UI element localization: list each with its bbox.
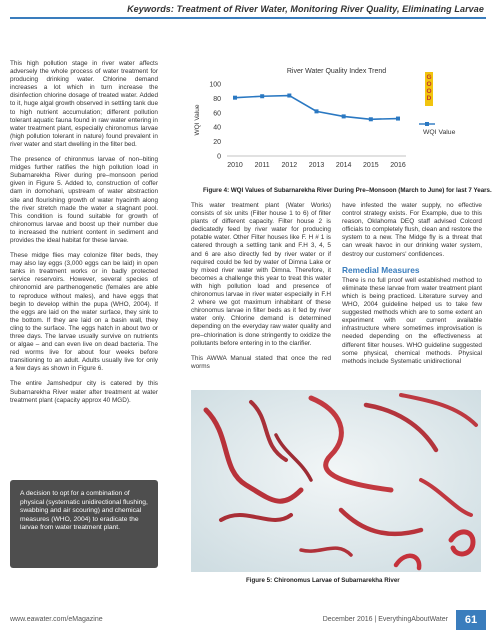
paragraph: This high pollution stage in river water affects adversely the whole process of water treatment for producing drinking water. Chlorine demand increases a lot which in turn increase the disinfection chlorine dosage of treated water. Added to it, huge algal growth observed in settling tank due to high nutrient accumulation; different pollution tolerant aquatic fauna found in raw water entering in water treatment plant, especially chironomus larvae (high pollution tolerant in nature) found prevalent in river water and start dwelling in the filter bed. [10, 60, 158, 148]
y-tick-label: 40 [213, 124, 221, 132]
section-heading: Remedial Measures [342, 264, 420, 275]
x-tick-label: 2012 [281, 162, 298, 169]
side-tab-letter: D [426, 94, 432, 102]
side-tab-badge [425, 72, 433, 106]
header-divider [10, 17, 486, 19]
paragraph: The presence of chironmus larvae of non–biting midges further ratifies the high pollution load in Subarnarekha River during pre–monsoon period given in Figure 5. Added to, construction of coffer dam in domohani, upstream of water abstraction site and flourishing growth of water hyacinth along the river stretch made the water a stagnant pool. This condition is found suitable for growth of chironomus larvae and boost up their number due to increased the nutrient content in sediment and provides the ideal habitat for these larvae. [10, 156, 158, 244]
x-tick-label: 2014 [335, 162, 352, 169]
side-tab-letter: O [426, 88, 432, 95]
middle-column [191, 202, 331, 378]
paragraph: There is no full proof well established method to eliminate these larvae from water treatment plant which is being practiced. Literature survey and WHO, 2004 guideline helped us to take few suggested methods which are to some extent an experiment with our current available infrastructure where sometimes improvisation is needed depending on the effectiveness at different filter houses. WHO guideline suggested some physical, chemical methods. Physical methods include Systematic unidirectional [342, 276, 482, 365]
callout-text: A decision to opt for a combination of physical (systematic unidirectional flushing, swabbing and air scouring) and chemical measures (WHO, 2004) to eradicate the larvae from water treatment plant. [20, 490, 148, 531]
wqi-chart-svg [191, 60, 481, 180]
x-tick-label: 2011 [254, 162, 270, 169]
figure5-caption: Figure 5: Chironomus Larvae of Subarnarekha River [246, 577, 400, 584]
footer-issue-info: December 2016 | EverythingAboutWater [322, 616, 448, 623]
data-point [287, 94, 291, 98]
y-tick-label: 0 [217, 153, 221, 161]
x-tick-label: 2013 [308, 162, 325, 169]
paragraph: This water treatment plant (Water Works) consists of six units (Filter house 1 to 6) of filter plants of different capacity. Filter house 2 is dedicatedly feed by river water for producing potable water. Other Filter houses like F. H # 1 is catered through a settling tank and F.H 3, 4, 5 and 6 are also directly fed by river water or if required could be fed by water of Dimna Lake or by mixed river water with Dimna. Therefore, it becomes a challenge this year to treat this water with high pollution load and presence of chironomus larvae in river water especially in F.H 2 where we got maximum inhabitant of these chironomus larvae in filter beds as it fed by river water only. Chlorine demand is determined depending on the everyday raw water quality and pre–chlorination is done stringently to oxidize the pollutants before entering in to the clarifier. [191, 202, 331, 347]
series-line [235, 96, 398, 120]
legend-marker [425, 122, 429, 126]
x-tick-label: 2016 [390, 162, 406, 169]
paragraph: This AWWA Manual stated that once the red worms [191, 354, 331, 370]
y-axis-label: WQI Value [194, 104, 201, 136]
data-point [233, 96, 237, 100]
larvae-photo [191, 390, 481, 572]
side-tab-letter: G [426, 74, 432, 82]
y-tick-label: 60 [213, 110, 221, 118]
chart-title: River Water Quality Index Trend [286, 68, 387, 75]
y-tick-label: 100 [209, 81, 221, 89]
page-number: 61 [456, 610, 486, 630]
y-tick-label: 20 [213, 139, 221, 147]
x-tick-label: 2010 [227, 162, 243, 169]
data-point [260, 94, 264, 98]
larvae-photo-image [191, 390, 481, 572]
side-tab-letter: O [426, 81, 432, 89]
paragraph: These midge flies may colonize filter beds, they may also lay eggs (3,000 eggs can be laid) in open tanks in treatment works or in badly protected service reservoirs. However, several species of chironomid are parthenogenetic (females are able to reproduce without males), and have eggs that begin to develop within the pupa (WHO, 2004). If the eggs are laid on the water surface, they sink to the bottom. If they are laid on a basin wall, they cling to the surface. The eggs hatch in about two or three days. The larvae usually survive on nutrients or algae – and can even live on dead bacteria. The red worms live for about four weeks before transitioning to an adult. Adults usually live for only a few days as shown in Figure 6. [10, 252, 158, 373]
data-point [315, 109, 319, 113]
data-point [396, 117, 400, 121]
x-tick-label: 2015 [363, 162, 379, 169]
footer-website-link[interactable]: www.eawater.com/eMagazine [10, 616, 103, 623]
left-column [10, 60, 158, 412]
paragraph: The entire Jamshedpur city is catered by this Subarnarekha River water after treatment at water treatment plant (capacity approx 40 MGD). [10, 380, 158, 404]
data-point [369, 117, 373, 121]
right-column [342, 202, 482, 373]
page-header-title: Keywords: Treatment of River Water, Monitoring River Quality, Eliminating Larvae [127, 4, 484, 14]
data-point [342, 114, 346, 118]
legend-label: WQI Value [423, 129, 456, 136]
wqi-chart [191, 60, 481, 180]
y-tick-label: 80 [213, 95, 221, 103]
paragraph: have infested the water supply, no effective control strategy exists. For Example, due to this reason, Oklahoma DEQ staff advised Colcord officials to completely flush, clean and restore the system to a new. The Midge fly is a threat that can wreak havoc in our drinking water system, destroy our customers' confidences. [342, 202, 482, 258]
figure4-caption: Figure 4: WQI Values of Subarnarekha River During Pre–Monsoon (March to June) for last 7 Years. [203, 187, 492, 194]
callout-box [10, 480, 158, 568]
